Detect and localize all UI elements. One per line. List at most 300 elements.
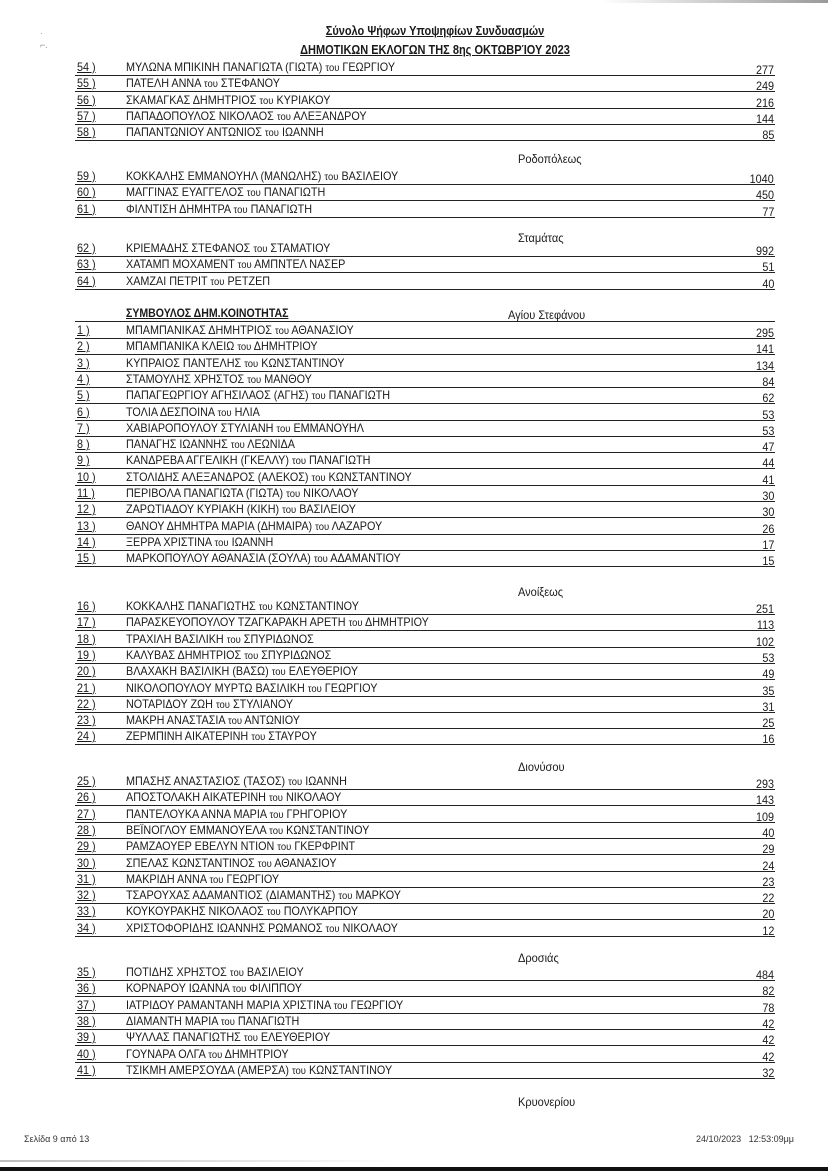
table-row	[75, 1013, 775, 1030]
father-name: ΦΙΛΙΠΠΟΥ	[249, 981, 302, 996]
row-index: 19 )	[77, 647, 96, 662]
of-label: του	[229, 967, 244, 979]
candidate-full-name: ΒΕΪΝΟΓΛΟΥ ΕΜΜΑΝΟΥΕΛΑ	[126, 822, 267, 837]
candidate-name	[126, 1062, 392, 1079]
row-index: 3 )	[77, 355, 90, 370]
row-index: 36 )	[77, 981, 96, 996]
vote-count: 23	[761, 874, 774, 889]
candidate-name	[126, 1029, 330, 1046]
scan-edge-shadow	[0, 1160, 400, 1162]
table-row	[75, 903, 775, 920]
father-name: ΓΕΩΡΓΙΟΥ	[226, 871, 280, 886]
of-label: του	[259, 94, 274, 107]
table-row	[75, 184, 775, 201]
father-name: ΣΠΥΡΙΔΩΝΟΣ	[261, 647, 332, 662]
candidate-full-name: ΚΟΥΚΟΥΡΑΚΗΣ ΝΙΚΟΛΑΟΣ	[126, 904, 264, 919]
row-index: 11 )	[77, 486, 95, 500]
table-row	[75, 997, 775, 1014]
table-row	[75, 712, 775, 729]
vote-count: 216	[755, 95, 774, 110]
row-index: 12 )	[77, 502, 96, 517]
vote-count: 15	[761, 554, 774, 569]
father-name: ΑΜΠΝΤΕΛ ΝΑΣΕΡ	[254, 257, 346, 272]
candidate-name	[126, 980, 302, 997]
of-label: του	[313, 553, 328, 566]
table-row	[75, 680, 775, 697]
section-title-dionysou: Διονύσου	[518, 760, 565, 774]
father-name: ΛΑΖΑΡΟΥ	[331, 518, 383, 533]
candidate-name	[126, 822, 369, 839]
section-title-kryoneriou: Κρυονερίου	[518, 1095, 576, 1109]
father-name: ΣΤΑΥΡΟΥ	[268, 729, 317, 744]
candidate-full-name: ΚΡΙΕΜΑΔΗΣ ΣΤΕΦΑΝΟΣ	[126, 241, 251, 255]
of-label: του	[324, 171, 339, 183]
of-label: του	[233, 203, 248, 216]
row-index: 14 )	[77, 534, 96, 549]
candidate-name	[126, 696, 293, 713]
row-index: 56 )	[77, 92, 96, 107]
candidate-full-name: ΞΕΡΡΑ ΧΡΙΣΤΙΝΑ	[126, 534, 212, 549]
table-row	[75, 485, 775, 502]
council-label: ΣΥΜΒΟΥΛΟΣ ΔΗΜ.ΚΟΙΝΟΤΗΤΑΣ	[126, 306, 289, 320]
of-label: του	[237, 259, 252, 272]
table-row	[75, 980, 775, 997]
vote-count: 32	[761, 1065, 774, 1080]
vote-count: 42	[761, 1016, 774, 1031]
candidate-full-name: ΡΑΜΖΑΟΥΕΡ ΕΒΕΛΥΝ ΝΤΙΟΝ	[126, 839, 275, 854]
row-index: 55 )	[77, 76, 96, 91]
vote-count: 40	[761, 825, 774, 840]
vote-count: 51	[761, 260, 774, 275]
scan-edge-bottom	[0, 1167, 828, 1171]
table-row	[75, 1029, 775, 1046]
vote-count: 53	[761, 407, 774, 422]
row-index: 40 )	[77, 1046, 96, 1061]
table-row	[75, 806, 775, 823]
row-index: 63 )	[77, 257, 96, 272]
vote-count: 113	[756, 618, 774, 633]
table-row	[75, 1046, 775, 1063]
candidate-name	[126, 452, 370, 469]
row-index: 24 )	[77, 729, 96, 744]
table-row	[75, 168, 775, 185]
father-name: ΡΕΤΖΕΠ	[227, 273, 271, 288]
candidate-name	[126, 404, 260, 421]
candidate-full-name: ΓΟΥΝΑΡΑ ΟΛΓΑ	[126, 1046, 206, 1061]
table-row	[75, 550, 775, 567]
row-index: 1 )	[77, 323, 90, 337]
row-index: 57 )	[77, 108, 96, 123]
vote-count: 251	[755, 602, 774, 616]
father-name: ΓΚΕΡΦΡΙΝΤ	[294, 839, 356, 854]
row-index: 10 )	[77, 469, 96, 484]
candidate-full-name: ΔΙΑΜΑΝΤΗ ΜΑΡΙΑ	[126, 1013, 218, 1028]
vote-count: 141	[755, 342, 774, 357]
vote-count: 1040	[749, 172, 774, 186]
row-index: 41 )	[77, 1062, 96, 1077]
father-name: ΚΩΝΣΤΑΝΤΙΝΟΥ	[286, 822, 370, 837]
row-index: 38 )	[77, 1013, 96, 1028]
row-index: 30 )	[77, 855, 96, 870]
row-index: 25 )	[77, 774, 96, 788]
father-name: ΚΩΝΣΤΑΝΤΙΝΟΥ	[308, 1062, 393, 1077]
row-index: 31 )	[77, 871, 96, 886]
row-index: 62 )	[77, 241, 96, 255]
father-name: ΑΛΕΞΑΝΔΡΟΥ	[293, 108, 367, 123]
vote-count: 42	[761, 1033, 774, 1048]
candidate-full-name: ΠΑΤΕΛΗ ΑΝΝΑ	[126, 76, 201, 91]
row-index: 58 )	[77, 125, 96, 140]
candidate-full-name: ΣΤΟΛΙΔΗΣ ΑΛΕΞΑΝΔΡΟΣ (ΑΛΕΚΟΣ)	[126, 469, 309, 484]
candidate-full-name: ΝΟΤΑΡΙΔΟΥ ΖΩΗ	[126, 696, 213, 711]
section-title-agiou-stefanou: Αγίου Στεφάνου	[508, 308, 586, 322]
father-name: ΕΛΕΥΘΕΡΙΟΥ	[260, 1030, 331, 1045]
vote-count: 295	[755, 326, 774, 340]
father-name: ΜΑΡΚΟΥ	[355, 888, 401, 903]
father-name: ΑΘΑΝΑΣΙΟΥ	[291, 323, 354, 337]
row-index: 23 )	[77, 713, 96, 728]
vote-count: 109	[755, 809, 774, 824]
table-row	[75, 201, 775, 218]
candidate-name	[126, 534, 273, 551]
of-label: του	[325, 62, 340, 74]
father-name: ΓΡΗΓΟΡΙΟΥ	[286, 806, 348, 821]
table-row	[75, 322, 775, 339]
candidate-full-name: ΚΟΚΚΑΛΗΣ ΠΑΝΑΓΙΩΤΗΣ	[126, 599, 256, 613]
table-row	[75, 534, 775, 551]
candidate-full-name: ΚΥΠΡΑΙΟΣ ΠΑΝΤΕΛΗΣ	[126, 355, 242, 370]
of-label: του	[226, 633, 241, 646]
of-label: του	[264, 127, 279, 140]
vote-count: 143	[755, 793, 774, 808]
candidate-name	[126, 550, 401, 567]
candidate-full-name: ΠΑΠΑΔΟΠΟΥΛΟΣ ΝΙΚΟΛΑΟΣ	[126, 108, 274, 123]
father-name: ΚΩΝΣΤΑΝΤΙΝΟΥ	[275, 599, 359, 613]
section-title-drosias: Δροσιάς	[518, 951, 559, 965]
of-label: του	[257, 857, 272, 870]
of-label: του	[253, 243, 268, 255]
row-index: 54 )	[77, 60, 96, 74]
vote-count: 992	[755, 244, 774, 258]
of-label: του	[268, 792, 283, 805]
of-label: του	[210, 275, 225, 288]
father-name: ΛΕΩΝΙΔΑ	[247, 437, 295, 452]
candidate-full-name: ΖΑΡΩΤΙΑΔΟΥ ΚΥΡΙΑΚΗ (ΚΙΚΗ)	[126, 502, 280, 517]
of-label: του	[291, 455, 306, 468]
table-row	[75, 822, 775, 839]
row-index: 28 )	[77, 822, 96, 837]
of-label: του	[288, 776, 303, 788]
vote-count: 22	[761, 891, 774, 906]
of-label: του	[232, 983, 247, 996]
vote-count: 144	[755, 111, 774, 126]
candidate-name	[126, 712, 300, 729]
row-index: 20 )	[77, 664, 96, 679]
vote-count: 16	[761, 732, 774, 747]
father-name: ΓΕΩΡΓΙΟΥ	[350, 997, 404, 1012]
of-label: του	[203, 78, 218, 91]
table-row	[75, 436, 775, 453]
candidate-name	[126, 871, 279, 888]
candidate-name	[126, 256, 345, 273]
candidate-full-name: ΜΠΑΜΠΑΝΙΚΑΣ ΔΗΜΗΤΡΙΟΣ	[126, 323, 272, 337]
candidate-full-name: ΤΡΑΧΙΛΗ ΒΑΣΙΛΙΚΗ	[126, 631, 224, 646]
candidate-full-name: ΧΡΙΣΤΟΦΟΡΙΔΗΣ ΙΩΑΝΝΗΣ ΡΩΜΑΝΟΣ	[126, 920, 323, 935]
table-row	[75, 355, 775, 372]
table-row	[75, 920, 775, 937]
vote-count: 102	[755, 634, 774, 649]
candidate-full-name: ΧΑΜΖΑΙ ΠΕΤΡΙΤ	[126, 273, 208, 288]
section-title-stamatas: Σταμάτας	[518, 231, 564, 245]
row-index: 37 )	[77, 997, 96, 1012]
of-label: του	[217, 406, 232, 419]
vote-count: 53	[761, 650, 774, 665]
candidate-full-name: ΠΕΡΙΒΟΛΑ ΠΑΝΑΓΙΩΤΑ (ΓΙΩΤΑ)	[126, 486, 284, 500]
candidate-name	[126, 838, 355, 855]
row-index: 6 )	[77, 404, 90, 419]
table-row	[75, 420, 775, 437]
of-label: του	[333, 999, 348, 1012]
row-index: 7 )	[77, 420, 90, 435]
of-label: του	[286, 488, 301, 500]
print-datetime: 24/10/2023 12:53:09μμ	[696, 1134, 794, 1144]
vote-count: 20	[761, 907, 774, 922]
of-label: του	[244, 357, 259, 370]
candidate-full-name: ΠΑΝΑΓΗΣ ΙΩΑΝΝΗΣ	[126, 437, 228, 452]
father-name: ΙΩΑΝΝΗ	[231, 534, 274, 549]
vote-count: 134	[755, 358, 774, 373]
table-row	[75, 696, 775, 713]
table-row	[75, 663, 775, 680]
row-index: 61 )	[77, 201, 96, 216]
father-name: ΠΑΝΑΓΙΩΤΗ	[250, 201, 313, 216]
vote-count: 82	[761, 984, 774, 999]
table-row	[75, 256, 775, 273]
council-header	[75, 305, 775, 322]
of-label: του	[282, 504, 297, 517]
row-index: 33 )	[77, 904, 96, 919]
father-name: ΑΝΤΩΝΙΟΥ	[244, 713, 300, 728]
table-row	[75, 75, 775, 92]
table-row	[75, 647, 775, 664]
father-name: ΝΙΚΟΛΑΟΥ	[285, 790, 342, 805]
vote-count: 12	[761, 923, 774, 938]
row-index: 29 )	[77, 839, 96, 854]
candidate-full-name: ΠΑΠΑΝΤΩΝΙΟΥ ΑΝΤΩΝΙΟΣ	[126, 125, 262, 140]
father-name: ΗΛΙΑ	[234, 404, 260, 419]
table-row	[75, 92, 775, 109]
candidate-full-name: ΦΙΛΝΤΙΣΗ ΔΗΜΗΤΡΑ	[126, 201, 231, 216]
of-label: του	[307, 682, 322, 695]
table-row	[75, 789, 775, 806]
candidate-full-name: ΤΣΑΡΟΥΧΑΣ ΑΔΑΜΑΝΤΙΟΣ (ΔΙΑΜΑΝΤΗΣ)	[126, 888, 336, 903]
candidate-full-name: ΜΑΓΓΙΝΑΣ ΕΥΑΓΓΕΛΟΣ	[126, 185, 244, 200]
father-name: ΕΜΜΑΝΟΥΗΛ	[293, 420, 364, 435]
table-row	[75, 773, 775, 790]
candidate-full-name: ΠΑΡΑΣΚΕΥΟΠΟΥΛΟΥ ΤΖΑΓΚΑΡΑΚΗ ΑΡΕΤΗ	[126, 615, 346, 630]
of-label: του	[277, 841, 292, 854]
father-name: ΠΟΛΥΚΑΡΠΟΥ	[283, 904, 359, 919]
of-label: του	[246, 187, 261, 200]
vote-count: 53	[761, 423, 774, 438]
of-label: του	[269, 824, 284, 837]
row-index: 34 )	[77, 920, 96, 935]
table-row	[75, 728, 775, 745]
of-label: του	[311, 390, 326, 403]
vote-count: 30	[761, 505, 774, 520]
row-index: 9 )	[77, 453, 90, 468]
candidate-name	[126, 184, 325, 201]
father-name: ΠΑΝΑΓΙΩΤΗ	[263, 185, 326, 200]
candidate-name	[126, 485, 358, 502]
row-index: 2 )	[77, 339, 90, 354]
candidate-full-name: ΠΑΝΤΕΛΟΥΚΑ ΑΝΝΑ ΜΑΡΙΑ	[126, 806, 267, 821]
father-name: ΑΔΑΜΑΝΤΙΟΥ	[330, 551, 401, 566]
candidate-full-name: ΠΟΤΙΔΗΣ ΧΡΗΣΤΟΣ	[126, 965, 227, 979]
table-row	[75, 469, 775, 486]
candidate-name	[126, 773, 347, 790]
father-name: ΒΑΣΙΛΕΙΟΥ	[341, 169, 399, 183]
candidate-full-name: ΣΚΑΜΑΓΚΑΣ ΔΗΜΗΤΡΙΟΣ	[126, 92, 257, 107]
vote-count: 30	[761, 489, 774, 503]
vote-count: 49	[761, 667, 774, 682]
candidate-name	[126, 806, 347, 823]
of-label: του	[247, 373, 262, 386]
vote-count: 31	[761, 699, 774, 714]
candidate-full-name: ΚΟΡΝΑΡΟΥ ΙΩΑΝΝΑ	[126, 981, 230, 996]
table-row	[75, 614, 775, 631]
father-name: ΣΤΕΦΑΝΟΥ	[220, 76, 280, 91]
table-row	[75, 387, 775, 404]
vote-count: 25	[761, 716, 774, 731]
vote-count: 41	[761, 472, 774, 487]
candidate-full-name: ΖΕΡΜΠΙΝΗ ΑΙΚΑΤΕΡΙΝΗ	[126, 729, 249, 744]
row-index: 13 )	[77, 518, 96, 533]
of-label: του	[291, 1064, 306, 1077]
candidate-name	[126, 240, 330, 257]
table-row	[75, 452, 775, 469]
row-index: 4 )	[77, 371, 90, 386]
table-row	[75, 518, 775, 535]
candidate-name	[126, 680, 377, 697]
of-label: του	[274, 325, 290, 337]
row-index: 35 )	[77, 965, 96, 979]
table-row	[75, 59, 775, 76]
father-name: ΠΑΝΑΓΙΩΤΗ	[237, 1013, 300, 1028]
row-index: 59 )	[77, 169, 96, 183]
father-name: ΣΤΥΛΙΑΝΟΥ	[232, 696, 294, 711]
of-label: του	[220, 1015, 235, 1028]
candidate-name	[126, 887, 401, 904]
scan-speck: ⌐.	[40, 40, 48, 50]
of-label: του	[266, 906, 281, 919]
vote-count: 29	[761, 842, 774, 857]
father-name: ΚΩΝΣΤΑΝΤΙΝΟΥ	[328, 469, 412, 484]
of-label: του	[244, 649, 259, 662]
father-name: ΠΑΝΑΓΙΩΤΗ	[309, 453, 371, 468]
row-index: 32 )	[77, 888, 96, 903]
vote-count: 17	[761, 537, 774, 552]
of-label: του	[227, 715, 243, 728]
row-index: 5 )	[77, 388, 90, 403]
candidate-full-name: ΣΠΕΛΑΣ ΚΩΝΣΤΑΝΤΙΝΟΣ	[126, 855, 255, 870]
father-name: ΚΩΝΣΤΑΝΤΙΝΟΥ	[261, 355, 345, 370]
vote-count: 277	[755, 63, 774, 77]
father-name: ΚΥΡΙΑΚΟΥ	[276, 92, 331, 107]
of-label: του	[237, 341, 252, 354]
candidate-full-name: ΜΠΑΜΠΑΝΙΚΑ ΚΛΕΙΩ	[126, 339, 235, 354]
table-row	[75, 631, 775, 648]
candidate-full-name: ΣΤΑΜΟΥΛΗΣ ΧΡΗΣΤΟΣ	[126, 371, 245, 386]
candidate-full-name: ΜΑΚΡΙΔΗ ΑΝΝΑ	[126, 871, 207, 886]
table-row	[75, 338, 775, 355]
row-index: 18 )	[77, 631, 96, 646]
candidate-name	[126, 964, 304, 981]
vote-count: 450	[755, 188, 774, 203]
table-row	[75, 887, 775, 904]
table-row	[75, 273, 775, 290]
father-name: ΓΕΩΡΓΙΟΥ	[342, 60, 396, 74]
table-row	[75, 501, 775, 518]
candidate-full-name: ΧΑΒΙΑΡΟΠΟΥΛΟΥ ΣΤΥΛΙΑΝΗ	[126, 420, 274, 435]
row-index: 21 )	[77, 680, 96, 695]
father-name: ΝΙΚΟΛΑΟΥ	[303, 486, 359, 500]
table-row	[75, 371, 775, 388]
candidate-name	[126, 420, 364, 437]
candidate-name	[126, 108, 367, 125]
of-label: του	[214, 536, 229, 549]
row-index: 27 )	[77, 806, 96, 821]
vote-count: 24	[761, 858, 774, 873]
candidate-full-name: ΜΑΡΚΟΠΟΥΛΟΥ ΑΘΑΝΑΣΙΑ (ΣΟΥΛΑ)	[126, 551, 311, 566]
vote-count: 47	[761, 440, 774, 455]
candidate-full-name: ΜΑΚΡΗ ΑΝΑΣΤΑΣΙΑ	[126, 713, 225, 728]
of-label: του	[311, 471, 326, 484]
candidate-name	[126, 75, 280, 92]
father-name: ΜΑΝΘΟΥ	[264, 371, 312, 386]
row-index: 64 )	[77, 273, 96, 288]
father-name: ΣΠΥΡΙΔΩΝΟΣ	[243, 631, 314, 646]
row-index: 8 )	[77, 437, 90, 452]
of-label: του	[276, 422, 291, 435]
father-name: ΣΤΑΜΑΤΙΟΥ	[270, 241, 331, 255]
father-name: ΓΕΩΡΓΙΟΥ	[324, 680, 378, 695]
candidate-full-name: ΙΑΤΡΙΔΟΥ ΡΑΜΑΝΤΑΝΗ ΜΑΡΙΑ ΧΡΙΣΤΙΝΑ	[126, 997, 331, 1012]
father-name: ΙΩΑΝΝΗ	[305, 774, 347, 788]
vote-count: 249	[755, 79, 774, 94]
father-name: ΑΘΑΝΑΣΙΟΥ	[274, 855, 337, 870]
father-name: ΒΑΣΙΛΕΙΟΥ	[299, 502, 356, 517]
vote-count: 77	[761, 204, 774, 219]
candidate-name	[126, 598, 359, 615]
of-label: του	[271, 666, 286, 679]
father-name: ΒΑΣΙΛΕΙΟΥ	[246, 965, 304, 979]
table-row	[75, 838, 775, 855]
of-label: του	[208, 1048, 223, 1061]
of-label: του	[276, 110, 291, 123]
table-row	[75, 871, 775, 888]
vote-count: 42	[761, 1049, 774, 1064]
candidate-full-name: ΘΑΝΟΥ ΔΗΜΗΤΡΑ ΜΑΡΙΑ (ΔΗΜΑΙΡΑ)	[126, 518, 313, 533]
candidate-name	[126, 168, 398, 185]
candidate-name	[126, 518, 382, 535]
vote-count: 85	[761, 128, 774, 143]
candidate-name	[126, 614, 429, 631]
vote-count: 62	[761, 391, 774, 406]
candidate-name	[126, 663, 358, 680]
of-label: του	[315, 520, 330, 533]
of-label: του	[338, 890, 353, 903]
